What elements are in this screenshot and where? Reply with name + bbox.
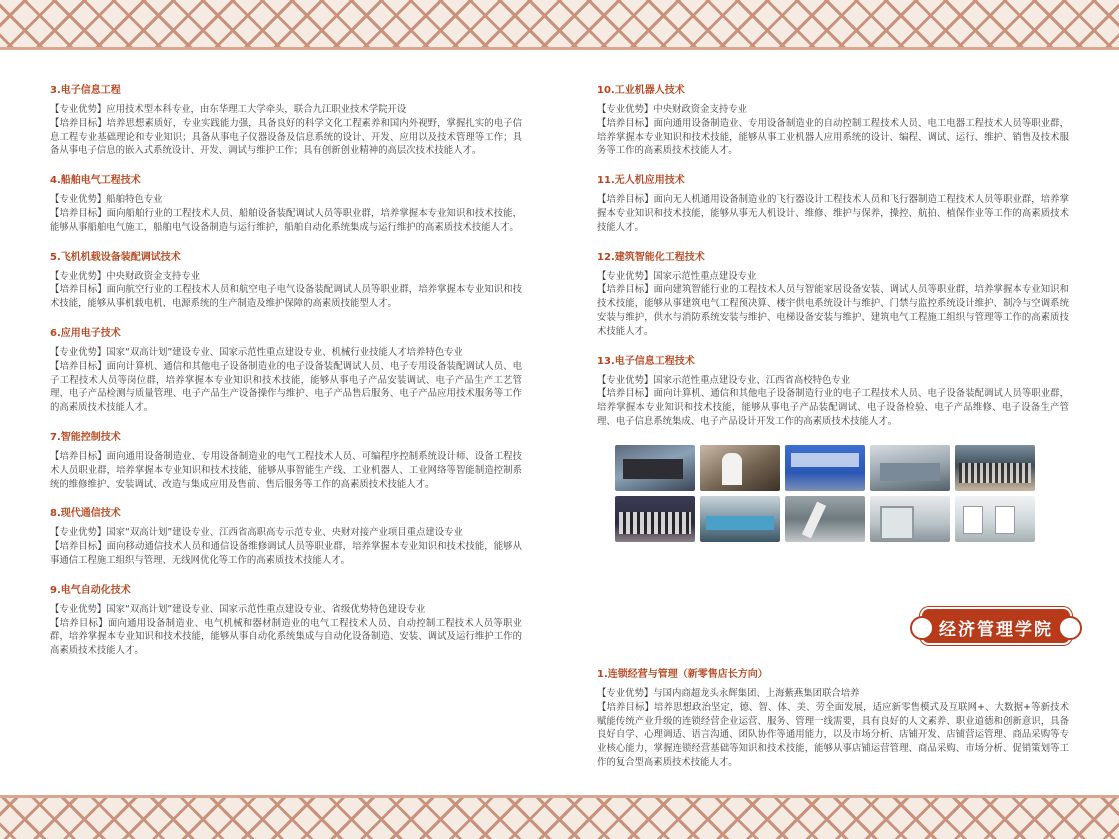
contest-ceremony-photo bbox=[785, 445, 865, 491]
program-title: 13.电子信息工程技术 bbox=[597, 355, 695, 367]
program-section bbox=[50, 431, 522, 491]
program-line: 【专业优势】应用技术型本科专业，由东华理工大学牵头，联合九江职业技术学院开设 bbox=[50, 104, 407, 115]
program-title: 5.飞机机载设备装配调试技术 bbox=[50, 251, 181, 263]
program-line: 【培养目标】面向移动通信技术人员和通信设备维修调试人员等职业群，培养掌握本专业知识和技术技能，能够从事通信工程施工组织与管理、无线网优化等工作的高素质技术技能人才。 bbox=[50, 541, 522, 566]
program-line: 【专业优势】与国内商超龙头永辉集团、上海紫燕集团联合培养 bbox=[597, 688, 860, 699]
program-line: 【专业优势】中央财政资金支持专业 bbox=[50, 270, 201, 282]
program-section bbox=[597, 174, 1069, 234]
program-title: 7.智能控制技术 bbox=[50, 431, 121, 443]
program-section bbox=[597, 84, 1069, 158]
program-line: 【培养目标】培养思想素质好，专业实践能力强，具备良好的科学文化工程素养和国内外视野，掌握扎实的电子信息工程专业基础理论和专业知识；具备从事电子仪器设备及信息系统的设计、开发、应用以及技术管理等工作；具备从事电子信息的嵌入式系统设计、开发、调试与维护工作；具有创新创业精神的高层次技术技能人才。 bbox=[50, 117, 522, 157]
decorative-pattern-bottom bbox=[0, 795, 1119, 839]
program-section bbox=[50, 174, 522, 234]
program-title: 9.电气自动化技术 bbox=[50, 584, 131, 596]
program-section bbox=[50, 507, 522, 567]
program-title: 1.连锁经营与管理（新零售店长方向） bbox=[597, 669, 768, 680]
program-section bbox=[50, 84, 522, 158]
training-room-photo bbox=[700, 496, 780, 542]
program-title: 11.无人机应用技术 bbox=[597, 175, 685, 187]
program-line: 【培养目标】面向通用设备制造业、专用设备制造业的电气工程技术人员、可编程序控制系统设计师、设备工程技术人员职业群，培养掌握本专业知识和技术技能，能够从事智能生产线、工业机器人、工业网络等智能制造控制系统的维修维护、安装调试、改造与集成应用及售前、售后服务等工作的高素质技术技能人才。 bbox=[50, 450, 522, 490]
program-line: 【培养目标】面向航空行业的工程技术人员和航空电子电气设备装配调试人员等职业群，培养掌握本专业知识和技术技能，能够从事机载电机、电源系统的生产制造及维护保障的高素质技能型人才。 bbox=[50, 284, 522, 310]
photo-grid bbox=[615, 445, 1069, 542]
program-section bbox=[50, 584, 522, 658]
left-column bbox=[50, 84, 522, 674]
program-line: 【培养目标】面向建筑智能行业的工程技术人员与智能家居设备安装、调试人员等职业群，培养掌握本专业知识和技术技能，能够从事建筑电气工程预决算、楼宇供电系统设计与维护、门禁与监控系统设计维护、制冷与空调系统安装与维护，供水与消防系统安装与维护、电梯设备安装与维护、建筑电气工程施工组织与管理等工作的高素质技术技能人才。 bbox=[597, 284, 1069, 337]
industrial-robot-photo bbox=[785, 496, 865, 542]
bottom-right-section bbox=[597, 668, 1069, 786]
program-line: 【专业优势】国家示范性重点建设专业 bbox=[597, 270, 757, 282]
program-section bbox=[50, 251, 522, 311]
program-title: 6.应用电子技术 bbox=[50, 327, 121, 339]
program-line: 【专业优势】船舶特色专业 bbox=[50, 194, 163, 206]
electrical-panels-photo bbox=[955, 496, 1035, 542]
lab-equipment-photo bbox=[870, 496, 950, 542]
program-line: 【培养目标】面向通用设备制造业、电气机械和器材制造业的电气工程技术人员、自动控制工程技术人员等职业群，培养掌握本专业知识和技术技能，能够从事自动化系统集成与自动化设备制造、安装、调试及运行维护工作的高素质技术技能人才。 bbox=[50, 617, 522, 657]
program-line: 【培养目标】面向计算机、通信和其他电子设备制造行业的电子工程技术人员、电子设备装配调试人员等职业群，培养掌握本专业知识和技术技能，能够从事电子产品装配调试、电子设备检验、电子产品维修、电子设备生产管理、电子信息系统集成、电子产品设计开发工作的高素质技术技能人才。 bbox=[597, 388, 1069, 427]
program-line: 【专业优势】国家“双高计划”建设专业、国家示范性重点建设专业、机械行业技能人才培养特色专业 bbox=[50, 346, 463, 358]
students-at-computers-photo bbox=[615, 445, 695, 491]
program-line: 【培养目标】培养思想政治坚定，德、智、体、美、劳全面发展，适应新零售模式及互联网+、大数据+等新技术赋能传统产业升级的连锁经营企业运营、服务、管理一线需要，具有良好的人文素养、职业道德和创新意识，具备良好自学、心理调适、语言沟通、团队协作等通用能力，以及市场分析、店铺开发、店铺营运管理、商品采购等专业核心能力，掌握连锁经营基础等知识和技术技能，能够从事店铺运营管理、商品采购、市场分析、促销策划等工作的复合型高素质技术技能人才。 bbox=[597, 701, 1069, 768]
program-line: 【专业优势】中央财政资金支持专业 bbox=[597, 104, 748, 115]
program-title: 10.工业机器人技术 bbox=[597, 85, 685, 96]
program-title: 8.现代通信技术 bbox=[50, 508, 121, 520]
program-title: 4.船舶电气工程技术 bbox=[50, 175, 141, 187]
program-section bbox=[50, 327, 522, 415]
program-line: 【培养目标】面向通用设备制造业、专用设备制造业的自动控制工程技术人员、电工电器工程技术人员等职业群，培养掌握本专业知识和技术技能，能够从事工业机器人应用系统的设计、编程、调试、运行、维护、销售及技术服务等工作的高素质技术技能人才。 bbox=[597, 117, 1069, 157]
program-title: 12.建筑智能化工程技术 bbox=[597, 251, 705, 263]
team-group-photo bbox=[615, 496, 695, 542]
program-line: 【专业优势】国家“双高计划”建设专业、国家示范性重点建设专业、省级优势特色建设专业 bbox=[50, 603, 426, 615]
college-badge-label: 经济管理学院 bbox=[939, 620, 1053, 640]
college-badge bbox=[922, 609, 1070, 643]
program-line: 【专业优势】国家示范性重点建设专业、江西省高校特色专业 bbox=[597, 374, 851, 386]
program-section bbox=[597, 355, 1069, 429]
program-title: 3.电子信息工程 bbox=[50, 85, 121, 96]
robot-arm-workshop-photo bbox=[870, 445, 950, 491]
lab-instructor-photo bbox=[700, 445, 780, 491]
program-line: 【培养目标】面向船舶行业的工程技术人员、船舶设备装配调试人员等职业群，培养掌握本专业知识和技术技能，能够从事船舶电气施工，船舶电气设备制造与运行维护，船舶自动化系统集成与运行维护的高素质技术技能人才。 bbox=[50, 207, 522, 233]
program-section bbox=[597, 251, 1069, 339]
decorative-pattern-top bbox=[0, 0, 1119, 50]
program-line: 【培养目标】面向计算机、通信和其他电子设备制造业的电子设备装配调试人员、电子专用设备装配调试人员、电子工程技术人员等岗位群，培养掌握本专业知识和技术技能，能够从事电子产品安装调试、电子产品生产工艺管理、电子产品检测与质量管理、电子产品生产设备操作与维护、电子产品售后服务、电子产品应用技术服务等工作的高素质技术技能人才。 bbox=[50, 360, 522, 414]
program-section bbox=[597, 668, 1069, 770]
right-column bbox=[597, 84, 1069, 542]
group-photo bbox=[955, 445, 1035, 491]
program-line: 【专业优势】国家“双高计划”建设专业、江西省高职高专示范专业、央财对接产业项目重点建设专业 bbox=[50, 527, 463, 539]
program-line: 【培养目标】面向无人机通用设备制造业的飞行器设计工程技术人员和飞行器制造工程技术人员等职业群，培养掌握本专业知识和技术技能，能够从事无人机设计、维修、维护与保养，操控、航拍、植保作业等工作的高素质技术技能人才。 bbox=[597, 194, 1069, 233]
